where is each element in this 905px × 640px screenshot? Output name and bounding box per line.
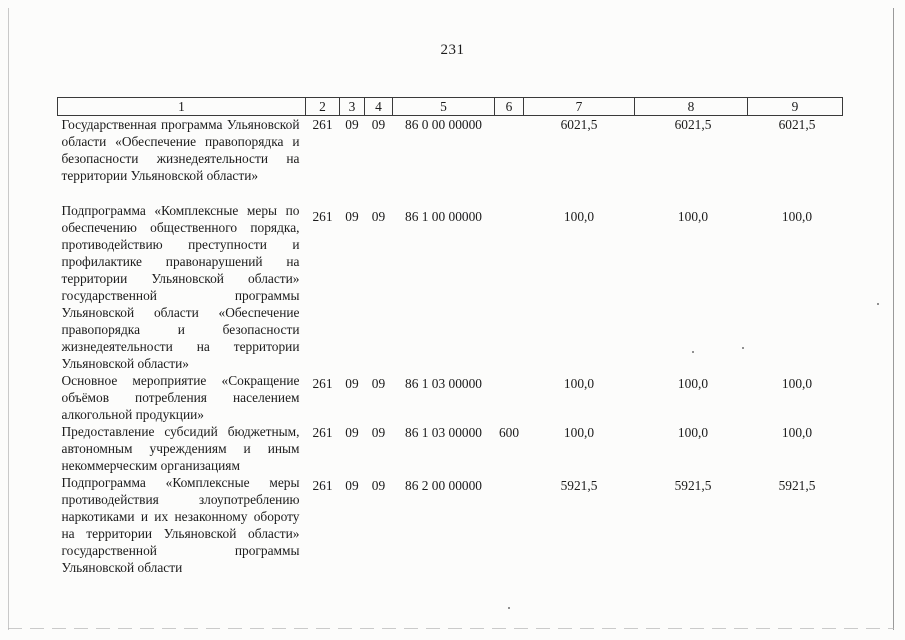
budget-table (57, 97, 843, 576)
row-ministry: 261 (312, 209, 333, 224)
scan-edge-bottom (8, 628, 894, 629)
row-section: 09 (345, 376, 359, 391)
row-expense (495, 202, 524, 372)
header-col-4: 4 (365, 98, 393, 116)
row-name: Предоставление субсидий бюджетным, автономным учреждениям и иным некоммерческим организациям (61, 424, 300, 473)
row-subsection: 09 (371, 478, 386, 493)
table-row (58, 474, 843, 576)
row-value-7: 100,0 (563, 209, 595, 224)
row-value-9: 100,0 (781, 209, 813, 224)
table-row (58, 423, 843, 474)
row-section: 09 (345, 209, 359, 224)
row-value-8: 100,0 (677, 425, 709, 440)
row-subsection: 09 (371, 425, 386, 440)
scan-edge-right (893, 8, 894, 630)
row-target: 86 1 03 00000 (405, 425, 482, 440)
table-row (58, 116, 843, 203)
row-subsection: 09 (371, 376, 386, 391)
row-ministry: 261 (312, 117, 333, 132)
row-value-8: 6021,5 (674, 117, 712, 132)
header-col-1: 1 (58, 98, 306, 116)
header-col-9: 9 (748, 98, 843, 116)
header-col-5: 5 (393, 98, 495, 116)
row-ministry: 261 (312, 425, 333, 440)
row-name: Подпрограмма «Комплексные меры противодействия злоупотреблению наркотиками и их незаконному обороту на территории Ульяновской области» государственной программы Ульяновской области (61, 475, 300, 575)
row-value-9: 100,0 (781, 376, 813, 391)
row-section: 09 (345, 425, 359, 440)
row-section: 09 (345, 117, 359, 132)
row-expense (495, 116, 524, 203)
header-col-7: 7 (524, 98, 635, 116)
row-target: 86 1 00 00000 (405, 209, 482, 224)
scan-speck (692, 351, 694, 353)
row-ministry: 261 (312, 478, 333, 493)
row-ministry: 261 (312, 376, 333, 391)
header-col-8: 8 (635, 98, 748, 116)
row-subsection: 09 (371, 209, 386, 224)
row-name: Основное мероприятие «Сокращение объёмов потребления населением алкогольной продукции» (61, 373, 300, 422)
row-value-9: 100,0 (781, 425, 813, 440)
page-number: 231 (440, 42, 465, 58)
row-value-7: 100,0 (563, 425, 595, 440)
row-expense (495, 372, 524, 423)
table-header-row (58, 98, 843, 116)
row-value-7: 6021,5 (560, 117, 598, 132)
row-value-7: 100,0 (563, 376, 595, 391)
row-value-7: 5921,5 (560, 478, 598, 493)
row-target: 86 0 00 00000 (405, 117, 482, 132)
row-name: Подпрограмма «Комплексные меры по обеспечению общественного порядка, противодействию преступности и профилактике правонарушений на территории Ульяновской области» государственной программы Ульяновской области «Обеспечение правопорядка и безопасности жизнедеятельности на территории Ульяновской области» (61, 203, 300, 371)
scan-speck (508, 607, 510, 609)
header-col-2: 2 (306, 98, 340, 116)
header-col-3: 3 (340, 98, 365, 116)
row-section: 09 (345, 478, 359, 493)
row-expense (495, 474, 524, 576)
row-target: 86 1 03 00000 (405, 376, 482, 391)
row-value-8: 100,0 (677, 209, 709, 224)
scan-speck (742, 347, 744, 349)
row-name: Государственная программа Ульяновской области «Обеспечение правопорядка и безопасности жизнедеятельности на территории Ульяновской области» (61, 117, 300, 183)
row-subsection: 09 (371, 117, 386, 132)
header-col-6: 6 (495, 98, 524, 116)
scan-edge-left (8, 8, 9, 630)
row-value-8: 100,0 (677, 376, 709, 391)
row-expense: 600 (498, 425, 520, 440)
table-row (58, 202, 843, 372)
row-value-8: 5921,5 (674, 478, 712, 493)
row-target: 86 2 00 00000 (405, 478, 482, 493)
row-value-9: 6021,5 (778, 117, 816, 132)
table-row (58, 372, 843, 423)
row-value-9: 5921,5 (778, 478, 816, 493)
scan-speck (877, 303, 879, 305)
